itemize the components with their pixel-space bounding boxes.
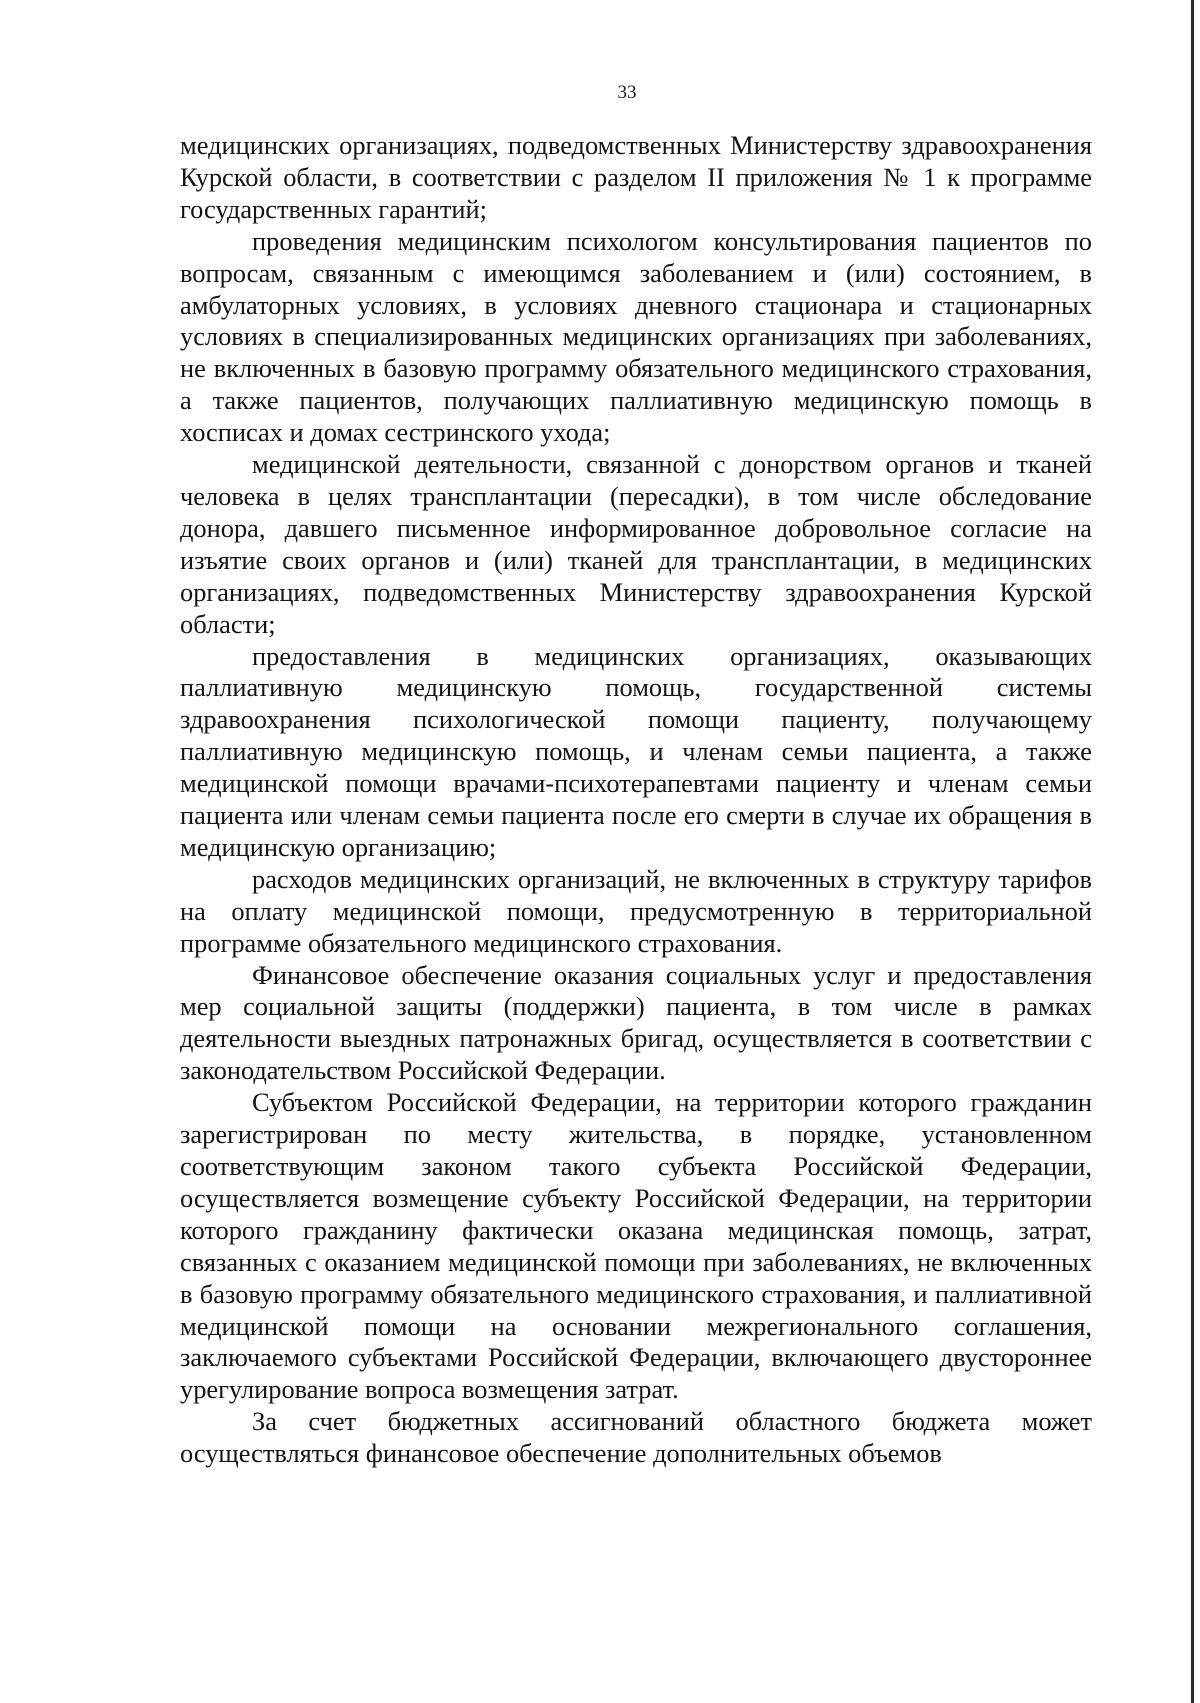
document-body [180,130,1092,1470]
paragraph-continuation: медицинских организациях, подведомственных Министерству здравоохранения Курской области, в соответствии с разделом II приложения № 1 к программе государственных гарантий; [180,130,1092,224]
paragraph-social-services-funding: Финансовое обеспечение оказания социальных услуг и предоставления мер социальной защиты (поддержки) пациента, в том числе в рамках деятельности выездных патронажных бригад, осуществляется в соответствии с законодательством Российской Федерации. [180,959,1092,1086]
scan-edge-line [1191,0,1194,1703]
paragraph-organ-donation: медицинской деятельности, связанной с донорством органов и тканей человека в целях трансплантации (пересадки), в том числе обследование донора, давшего письменное информированное добровольное согласие на изъятие своих органов и (или) тканей для трансплантации, в медицинских организациях, подведомственных Министерству здравоохранения Курской области; [180,449,1092,639]
paragraph-regional-budget: За счет бюджетных ассигнований областного бюджета может осуществляться финансовое обеспечение дополнительных объемов [180,1406,1092,1469]
page-number: 33 [617,82,637,103]
paragraph-psychological-help: предоставления в медицинских организациях, оказывающих паллиативную медицинскую помощь, государственной системы здравоохранения психологической помощи пациенту, получающему паллиативную медицинскую помощь, и членам семьи пациента, а также медицинской помощи врачами-психотерапевтами пациенту и членам семьи пациента или членам семьи пациента после его смерти в случае их обращения в медицинскую организацию; [180,640,1092,862]
paragraph-psychologist-consulting: проведения медицинским психологом консультирования пациентов по вопросам, связанным с имеющимся заболеванием и (или) состоянием, в амбулаторных условиях, в условиях дневного стационара и стационарных условиях в специализированных медицинских организациях при заболеваниях, не включенных в базовую программу обязательного медицинского страхования, а также пациентов, получающих паллиативную медицинскую помощь в хосписах и домах сестринского ухода; [180,225,1092,448]
paragraph-interregional-reimbursement: Субъектом Российской Федерации, на территории которого гражданин зарегистрирован по месту жительства, в порядке, установленном соответствующим законом такого субъекта Российской Федерации, осуществляется возмещение субъекту Российской Федерации, на территории которого гражданину фактически оказана медицинская помощь, затрат, связанных с оказанием медицинской помощи при заболеваниях, не включенных в базовую программу обязательного медицинского страхования, и паллиативной медицинской помощи на основании межрегионального соглашения, заключаемого субъектами Российской Федерации, включающего двустороннее урегулирование вопроса возмещения затрат. [180,1087,1092,1405]
paragraph-organization-expenses: расходов медицинских организаций, не включенных в структуру тарифов на оплату медицинской помощи, предусмотренную в территориальной программе обязательного медицинского страхования. [180,863,1092,958]
